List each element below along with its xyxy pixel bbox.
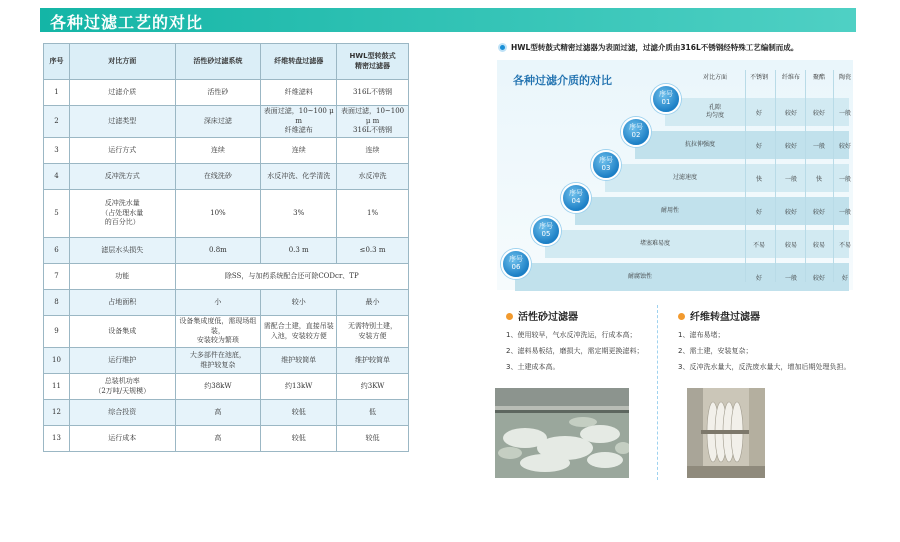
table-cell: 滤层水头损失	[69, 238, 175, 264]
media-column-header: 聚酯	[812, 74, 825, 81]
badge-number: 06	[511, 262, 521, 271]
step-number-badge	[531, 216, 561, 246]
column-header: 纤维转盘过滤器	[261, 44, 337, 80]
step-number-badge	[561, 183, 591, 213]
disc-filter-list	[678, 327, 850, 375]
table-cell: 1%	[337, 190, 409, 238]
table-cell: 除SS，与加药系统配合还可除CODcr、TP	[175, 264, 408, 290]
table-cell: 连续	[261, 138, 337, 164]
table-row	[44, 264, 409, 290]
table-row	[44, 400, 409, 426]
table-cell: 表面过滤，10~100 μ m 316L不锈钢	[337, 106, 409, 138]
table-cell: 13	[44, 426, 70, 452]
table-cell: 无需特别土建， 安装方便	[337, 316, 409, 348]
table-cell: 设备集成度低，需现场组装， 安装较为繁琐	[175, 316, 261, 348]
media-column-header: 纤维布	[781, 74, 800, 81]
table-cell: 10%	[175, 190, 261, 238]
table-cell: 8	[44, 290, 70, 316]
table-row	[44, 348, 409, 374]
table-cell: 7	[44, 264, 70, 290]
badge-number: 01	[661, 97, 671, 106]
media-comparison-title: 各种过滤介质的对比	[513, 74, 612, 87]
table-cell: ≤0.3 m	[337, 238, 409, 264]
table-cell: 占地面积	[69, 290, 175, 316]
table-cell: 最小	[337, 290, 409, 316]
disc-filter-photo	[687, 388, 765, 478]
orange-dot-icon	[678, 313, 685, 320]
table-row	[44, 164, 409, 190]
badge-label: 序号	[599, 156, 613, 164]
column-header: 对比方面	[69, 44, 175, 80]
table-cell: 高	[175, 426, 261, 452]
media-row-label: 抗拉伸强度	[684, 141, 715, 148]
badge-number: 04	[571, 196, 581, 205]
table-cell: 需配合土建，直接吊装 入池，安装较方便	[261, 316, 337, 348]
table-header-row	[44, 44, 409, 80]
media-value-cell: 好	[755, 209, 762, 216]
media-value-cell: 较好	[784, 110, 797, 117]
badge-number: 03	[601, 163, 611, 172]
table-cell: 活性砂	[175, 80, 261, 106]
table-cell: 约13kW	[261, 374, 337, 400]
badge-label: 序号	[659, 90, 673, 98]
table-cell: 3	[44, 138, 70, 164]
media-value-cell: 一般	[838, 176, 851, 183]
table-cell: 在线洗砂	[175, 164, 261, 190]
table-cell: 10	[44, 348, 70, 374]
media-value-cell: 好	[755, 110, 762, 117]
media-value-cell: 一般	[838, 209, 851, 216]
table-cell: 综合投资	[69, 400, 175, 426]
media-value-cell: 好	[841, 275, 848, 282]
table-cell: 深床过滤	[175, 106, 261, 138]
table-row	[44, 316, 409, 348]
table-cell: 小	[175, 290, 261, 316]
table-cell: 1	[44, 80, 70, 106]
media-value-cell: 好	[755, 275, 762, 282]
step-number-badge	[651, 84, 681, 114]
step-number-badge	[621, 117, 651, 147]
media-value-cell: 较好	[812, 209, 825, 216]
table-cell: 连续	[337, 138, 409, 164]
comparison-table	[43, 43, 409, 452]
media-value-cell: 较好	[812, 275, 825, 282]
table-cell: 3%	[261, 190, 337, 238]
header-bar	[40, 8, 856, 32]
table-cell: 水反冲洗、化学清洗	[261, 164, 337, 190]
table-cell: 316L不锈钢	[337, 80, 409, 106]
table-cell: 9	[44, 316, 70, 348]
table-cell: 较低	[261, 400, 337, 426]
media-column-header: 对比方面	[702, 74, 727, 81]
list-item: 3、土建成本高。	[506, 363, 560, 371]
media-value-cell: 较易	[812, 242, 825, 249]
table-row	[44, 190, 409, 238]
media-row-label: 过滤速度	[672, 174, 697, 181]
table-cell: 纤维滤料	[261, 80, 337, 106]
table-cell: 功能	[69, 264, 175, 290]
table-cell: 设备集成	[69, 316, 175, 348]
media-value-cell: 较好	[838, 143, 851, 150]
table-cell: 运行维护	[69, 348, 175, 374]
media-column-header: 陶瓷	[838, 74, 851, 81]
table-cell: 0.3 m	[261, 238, 337, 264]
disc-filter-title: 纤维转盘过滤器	[678, 308, 760, 323]
badge-label: 序号	[509, 255, 523, 263]
table-cell: 水反冲洗	[337, 164, 409, 190]
media-value-cell: 快	[815, 176, 822, 183]
media-value-cell: 较易	[784, 242, 797, 249]
table-row	[44, 238, 409, 264]
bullet-icon	[498, 43, 507, 52]
column-header: 活性砂过滤系统	[175, 44, 261, 80]
table-cell: 较低	[261, 426, 337, 452]
table-cell: 过滤类型	[69, 106, 175, 138]
orange-dot-icon	[506, 313, 513, 320]
table-cell: 约38kW	[175, 374, 261, 400]
table-cell: 低	[337, 400, 409, 426]
media-value-cell: 较好	[812, 110, 825, 117]
intro-text: HWL型转鼓式精密过滤器为表面过滤，过滤介质由316L不锈钢经特殊工艺编制而成。	[498, 42, 858, 53]
column-divider	[833, 70, 834, 282]
media-value-cell: 快	[755, 176, 762, 183]
table-cell: 6	[44, 238, 70, 264]
table-cell: 11	[44, 374, 70, 400]
table-cell: 高	[175, 400, 261, 426]
table-row	[44, 138, 409, 164]
table-cell: 12	[44, 400, 70, 426]
badge-label: 序号	[539, 222, 553, 230]
column-divider	[745, 70, 746, 282]
media-value-cell: 一般	[812, 143, 825, 150]
badge-label: 序号	[569, 189, 583, 197]
media-value-cell: 一般	[784, 275, 797, 282]
table-cell: 反冲洗方式	[69, 164, 175, 190]
table-cell: 维护较简单	[337, 348, 409, 374]
media-value-cell: 一般	[784, 176, 797, 183]
table-cell: 运行成本	[69, 426, 175, 452]
media-value-cell: 不易	[752, 242, 765, 249]
table-row	[44, 290, 409, 316]
table-cell: 运行方式	[69, 138, 175, 164]
sand-filter-photo	[495, 388, 629, 478]
table-cell: 2	[44, 106, 70, 138]
table-row	[44, 374, 409, 400]
badge-label: 序号	[629, 123, 643, 131]
table-cell: 较小	[261, 290, 337, 316]
table-cell: 过滤介质	[69, 80, 175, 106]
column-divider	[775, 70, 776, 282]
sand-filter-list	[506, 327, 643, 375]
media-value-cell: 好	[755, 143, 762, 150]
step-number-badge	[501, 249, 531, 279]
column-header: HWL型转鼓式 精密过滤器	[337, 44, 409, 80]
table-cell: 5	[44, 190, 70, 238]
table-cell: 大多部件在池底， 维护较复杂	[175, 348, 261, 374]
page-title: 各种过滤工艺的对比	[50, 13, 204, 32]
sand-filter-title: 活性砂过滤器	[506, 308, 578, 323]
media-value-cell: 一般	[838, 110, 851, 117]
table-cell: 约3KW	[337, 374, 409, 400]
list-item: 3、反冲洗水量大，反洗废水量大，增加后期处理负担。	[678, 363, 851, 371]
table-cell: 表面过滤，10~100 μ m 纤维滤布	[261, 106, 337, 138]
list-item: 1、滤布易堵；	[678, 331, 725, 339]
table-cell: 总装机功率 （2万吨/天规模）	[69, 374, 175, 400]
column-header: 序号	[44, 44, 70, 80]
media-value-cell: 较好	[784, 209, 797, 216]
table-row	[44, 106, 409, 138]
table-cell: 0.8m	[175, 238, 261, 264]
media-comparison-panel	[497, 60, 853, 290]
table-cell: 4	[44, 164, 70, 190]
table-cell: 维护较简单	[261, 348, 337, 374]
media-value-cell: 不易	[838, 242, 851, 249]
column-divider	[805, 70, 806, 282]
list-item: 1、使用较早，气水反冲洗运，行成本高；	[506, 331, 637, 339]
table-row	[44, 426, 409, 452]
media-column-header: 不锈钢	[749, 74, 768, 81]
section-divider	[657, 305, 658, 480]
media-row-label: 耐用性	[660, 207, 679, 214]
table-row	[44, 80, 409, 106]
media-row-label: 耐腐蚀性	[627, 273, 652, 280]
step-number-badge	[591, 150, 621, 180]
list-item: 2、滤料易板结，磨损大，需定期更换滤料；	[506, 347, 644, 355]
list-item: 2、需土建，安装复杂；	[678, 347, 753, 355]
media-value-cell: 较好	[784, 143, 797, 150]
media-row-label: 孔隙 均匀度	[705, 104, 724, 119]
badge-number: 02	[631, 130, 641, 139]
table-cell: 反冲洗水量 （占处理水量 的百分比）	[69, 190, 175, 238]
table-cell: 连续	[175, 138, 261, 164]
badge-number: 05	[541, 229, 551, 238]
table-cell: 较低	[337, 426, 409, 452]
media-row-label: 堵塞难易度	[639, 240, 670, 247]
